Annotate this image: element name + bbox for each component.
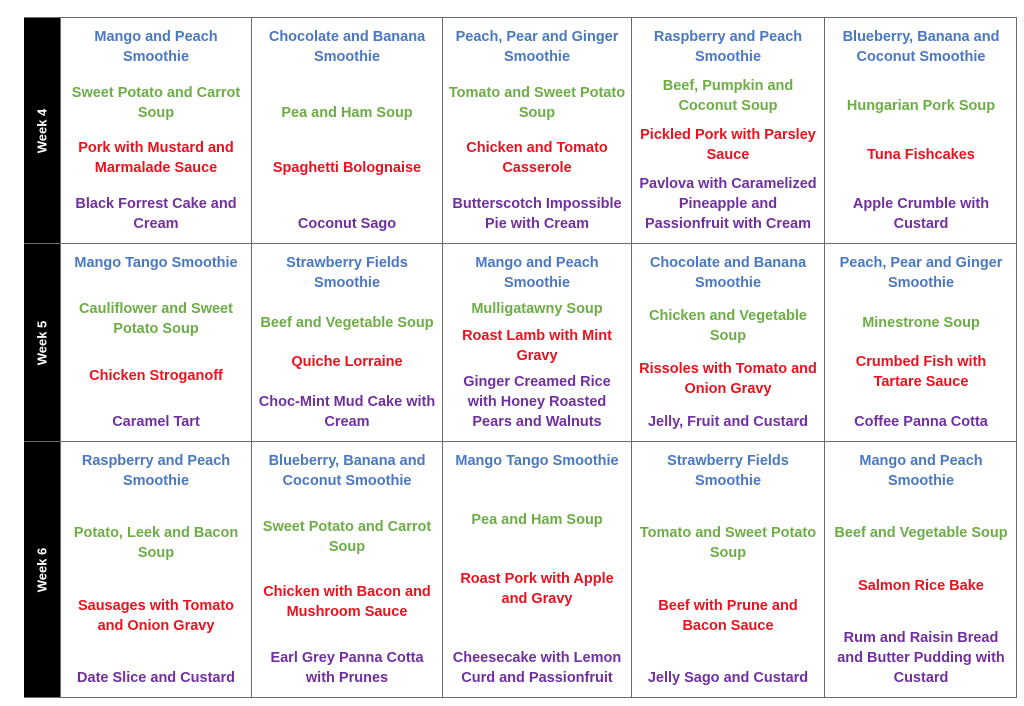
smoothie-item: Blueberry, Banana and Coconut Smoothie xyxy=(268,453,426,489)
soup-item: Chicken and Vegetable Soup xyxy=(649,308,807,344)
dessert-item: Ginger Creamed Rice with Honey Roasted Pears and Walnuts xyxy=(463,373,611,430)
smoothie-item: Mango and Peach Smoothie xyxy=(94,29,218,65)
menu-cell xyxy=(442,18,631,244)
week-label xyxy=(24,442,60,698)
week-label xyxy=(24,18,60,244)
soup-item: Potato, Leek and Bacon Soup xyxy=(73,525,239,562)
main-item: Crumbed Fish with Tartare Sauce xyxy=(855,354,987,391)
week-label-text: Week 5 xyxy=(34,320,50,365)
smoothie-item: Chocolate and Banana Smoothie xyxy=(268,29,426,65)
smoothie-item: Chocolate and Banana Smoothie xyxy=(649,255,807,291)
menu-cell xyxy=(631,442,824,698)
menu-cell xyxy=(442,244,631,442)
smoothie-item: Blueberry, Banana and Coconut Smoothie xyxy=(842,29,1000,65)
soup-item: Cauliflower and Sweet Potato Soup xyxy=(79,301,233,338)
soup-item: Beef and Vegetable Soup xyxy=(260,314,434,331)
smoothie-item: Mango and Peach Smoothie xyxy=(475,255,599,291)
main-item: Spaghetti Bolognaise xyxy=(272,160,422,177)
soup-item: Minestrone Soup xyxy=(862,314,980,331)
dessert-item: Caramel Tart xyxy=(112,413,200,430)
menu-cell xyxy=(824,442,1017,698)
dessert-item: Apple Crumble with Custard xyxy=(852,196,990,232)
soup-item: Mulligatawny Soup xyxy=(471,301,603,318)
menu-cell xyxy=(251,442,442,698)
main-item: Roast Lamb with Mint Gravy xyxy=(462,327,612,364)
dessert-item: Choc-Mint Mud Cake with Cream xyxy=(258,393,436,430)
soup-item: Sweet Potato and Carrot Soup xyxy=(71,84,241,121)
menu-cell xyxy=(251,244,442,442)
smoothie-item: Mango and Peach Smoothie xyxy=(859,453,983,489)
menu-cell xyxy=(60,442,251,698)
dessert-item: Rum and Raisin Bread and Butter Pudding with Custard xyxy=(837,629,1005,686)
week-label-text: Week 6 xyxy=(34,547,50,592)
menu-cell xyxy=(60,18,251,244)
dessert-item: Coconut Sago xyxy=(297,215,397,232)
menu-cell xyxy=(60,244,251,442)
soup-item: Beef, Pumpkin and Coconut Soup xyxy=(662,78,794,114)
dessert-item: Cheesecake with Lemon Curd and Passionfruit xyxy=(452,650,622,686)
main-item: Rissoles with Tomato and Onion Gravy xyxy=(639,361,817,397)
smoothie-item: Strawberry Fields Smoothie xyxy=(667,453,789,489)
dessert-item: Jelly, Fruit and Custard xyxy=(647,414,809,430)
soup-item: Pea and Ham Soup xyxy=(471,512,603,528)
main-item: Chicken and Tomato Casserole xyxy=(466,140,608,177)
smoothie-item: Peach, Pear and Ginger Smoothie xyxy=(455,29,619,65)
main-item: Tuna Fishcakes xyxy=(867,147,975,163)
smoothie-item: Mango Tango Smoothie xyxy=(455,453,619,469)
soup-item: Hungarian Pork Soup xyxy=(846,98,996,114)
main-item: Salmon Rice Bake xyxy=(858,577,984,594)
week-label-text: Week 4 xyxy=(34,108,50,153)
main-item: Beef with Prune and Bacon Sauce xyxy=(658,597,798,634)
smoothie-item: Raspberry and Peach Smoothie xyxy=(653,29,803,65)
soup-item: Tomato and Sweet Potato Soup xyxy=(448,84,626,121)
main-item: Pickled Pork with Parsley Sauce xyxy=(640,127,816,163)
dessert-item: Earl Grey Panna Cotta with Prunes xyxy=(270,649,424,686)
dessert-item: Coffee Panna Cotta xyxy=(854,413,988,430)
main-item: Chicken with Bacon and Mushroom Sauce xyxy=(263,584,431,621)
menu-cell xyxy=(824,18,1017,244)
soup-item: Sweet Potato and Carrot Soup xyxy=(262,518,432,555)
dessert-item: Pavlova with Caramelized Pineapple and Passionfruit with Cream xyxy=(639,176,817,232)
main-item: Roast Pork with Apple and Gravy xyxy=(460,571,614,607)
week-label xyxy=(24,244,60,442)
menu-cell xyxy=(631,244,824,442)
smoothie-item: Peach, Pear and Ginger Smoothie xyxy=(839,255,1003,291)
smoothie-item: Raspberry and Peach Smoothie xyxy=(81,453,231,489)
smoothie-item: Strawberry Fields Smoothie xyxy=(286,255,408,291)
menu-cell xyxy=(631,18,824,244)
main-item: Quiche Lorraine xyxy=(291,354,403,371)
main-item: Chicken Stroganoff xyxy=(89,367,223,384)
soup-item: Pea and Ham Soup xyxy=(281,104,413,121)
dessert-item: Date Slice and Custard xyxy=(77,669,235,686)
soup-item: Beef and Vegetable Soup xyxy=(834,525,1008,542)
soup-item: Tomato and Sweet Potato Soup xyxy=(639,525,817,562)
menu-cell xyxy=(442,442,631,698)
main-item: Sausages with Tomato and Onion Gravy xyxy=(77,597,235,634)
dessert-item: Jelly Sago and Custard xyxy=(647,669,809,686)
dessert-item: Butterscotch Impossible Pie with Cream xyxy=(452,195,622,232)
main-item: Pork with Mustard and Marmalade Sauce xyxy=(78,140,234,177)
menu-cell xyxy=(824,244,1017,442)
menu-cell xyxy=(251,18,442,244)
menu-table xyxy=(24,17,1017,697)
smoothie-item: Mango Tango Smoothie xyxy=(74,255,238,271)
dessert-item: Black Forrest Cake and Cream xyxy=(75,195,237,232)
